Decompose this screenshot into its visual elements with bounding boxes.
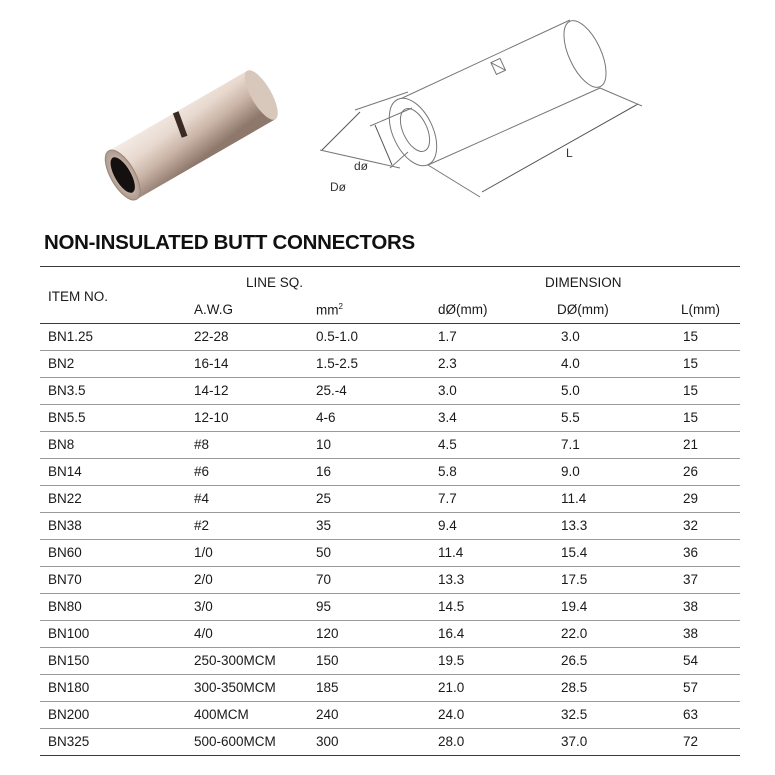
awg-cell: #8 (194, 437, 210, 452)
header-awg: A.W.G (194, 302, 234, 317)
table-row (0, 594, 775, 621)
L-mm-cell: 15 (683, 356, 699, 371)
awg-cell: 2/0 (194, 572, 213, 587)
D-mm-cell: 5.5 (561, 410, 580, 425)
D-mm-cell: 3.0 (561, 329, 580, 344)
L-mm-cell: 29 (683, 491, 699, 506)
D-mm-cell: 37.0 (561, 734, 588, 749)
item-no-cell: BN200 (48, 707, 90, 722)
mm2-cell: 185 (316, 680, 339, 695)
awg-cell: #2 (194, 518, 210, 533)
awg-cell: 3/0 (194, 599, 213, 614)
table-top-rule (40, 266, 740, 267)
table-row (0, 432, 775, 459)
L-mm-cell: 36 (683, 545, 699, 560)
L-mm-cell: 15 (683, 383, 699, 398)
D-mm-cell: 13.3 (561, 518, 588, 533)
item-no-cell: BN2 (48, 356, 75, 371)
d-mm-cell: 2.3 (438, 356, 457, 371)
mm2-cell: 25.-4 (316, 383, 347, 398)
table-row (0, 513, 775, 540)
mm2-cell: 35 (316, 518, 332, 533)
D-mm-cell: 28.5 (561, 680, 588, 695)
mm2-cell: 70 (316, 572, 332, 587)
awg-cell: #6 (194, 464, 210, 479)
item-no-cell: BN325 (48, 734, 90, 749)
awg-cell: 500-600MCM (194, 734, 276, 749)
item-no-cell: BN60 (48, 545, 82, 560)
L-mm-cell: 37 (683, 572, 699, 587)
D-mm-cell: 32.5 (561, 707, 588, 722)
item-no-cell: BN150 (48, 653, 90, 668)
mm2-cell: 240 (316, 707, 339, 722)
mm2-cell: 300 (316, 734, 339, 749)
d-mm-cell: 28.0 (438, 734, 465, 749)
awg-cell: 4/0 (194, 626, 213, 641)
header-d-mm: dØ(mm) (438, 302, 488, 317)
awg-cell: 300-350MCM (194, 680, 276, 695)
table-row (0, 324, 775, 351)
item-no-cell: BN70 (48, 572, 82, 587)
awg-cell: 22-28 (194, 329, 229, 344)
item-no-cell: BN100 (48, 626, 90, 641)
header-line-sq: LINE SQ. (246, 275, 304, 290)
L-mm-cell: 63 (683, 707, 699, 722)
D-mm-cell: 7.1 (561, 437, 580, 452)
table-row (0, 351, 775, 378)
table-row (0, 729, 775, 756)
dimension-diagram (300, 0, 660, 210)
awg-cell: 250-300MCM (194, 653, 276, 668)
mm2-cell: 120 (316, 626, 339, 641)
item-no-cell: BN22 (48, 491, 82, 506)
table-row (0, 378, 775, 405)
d-mm-cell: 3.0 (438, 383, 457, 398)
table-row (0, 675, 775, 702)
mm2-cell: 95 (316, 599, 332, 614)
header-dimension: DIMENSION (545, 275, 622, 290)
d-mm-cell: 5.8 (438, 464, 457, 479)
item-no-cell: BN1.25 (48, 329, 94, 344)
item-no-cell: BN38 (48, 518, 82, 533)
table-row (0, 459, 775, 486)
d-dimension-label: dø (354, 159, 369, 173)
mm2-cell: 10 (316, 437, 332, 452)
L-mm-cell: 15 (683, 329, 699, 344)
header-item-no: ITEM NO. (48, 289, 108, 304)
row-divider (40, 755, 740, 756)
D-mm-cell: 19.4 (561, 599, 588, 614)
d-mm-cell: 4.5 (438, 437, 457, 452)
header-L-mm: L(mm) (681, 302, 720, 317)
d-mm-cell: 9.4 (438, 518, 457, 533)
table-row (0, 540, 775, 567)
header-mm-label: mm (316, 302, 339, 318)
L-mm-cell: 72 (683, 734, 699, 749)
item-no-cell: BN3.5 (48, 383, 86, 398)
L-dimension-label: L (566, 146, 573, 160)
d-mm-cell: 13.3 (438, 572, 465, 587)
D-mm-cell: 9.0 (561, 464, 580, 479)
item-no-cell: BN8 (48, 437, 75, 452)
d-mm-cell: 19.5 (438, 653, 465, 668)
table-row (0, 621, 775, 648)
L-mm-cell: 38 (683, 599, 699, 614)
mm2-cell: 4-6 (316, 410, 336, 425)
L-mm-cell: 38 (683, 626, 699, 641)
item-no-cell: BN5.5 (48, 410, 86, 425)
D-mm-cell: 11.4 (561, 491, 587, 506)
D-dimension-label: Dø (330, 180, 346, 194)
D-mm-cell: 4.0 (561, 356, 580, 371)
L-mm-cell: 32 (683, 518, 699, 533)
connector-photo (92, 55, 292, 215)
awg-cell: #4 (194, 491, 210, 506)
item-no-cell: BN14 (48, 464, 82, 479)
d-mm-cell: 7.7 (438, 491, 457, 506)
L-mm-cell: 57 (683, 680, 699, 695)
d-mm-cell: 24.0 (438, 707, 465, 722)
L-mm-cell: 54 (683, 653, 699, 668)
d-mm-cell: 21.0 (438, 680, 465, 695)
awg-cell: 400MCM (194, 707, 249, 722)
d-mm-cell: 1.7 (438, 329, 457, 344)
header-mm2 (316, 302, 343, 318)
item-no-cell: BN180 (48, 680, 90, 695)
page-title: NON-INSULATED BUTT CONNECTORS (44, 231, 415, 254)
d-mm-cell: 16.4 (438, 626, 465, 641)
D-mm-cell: 17.5 (561, 572, 588, 587)
table-row (0, 702, 775, 729)
item-no-cell: BN80 (48, 599, 82, 614)
L-mm-cell: 26 (683, 464, 699, 479)
table-row (0, 648, 775, 675)
header-mm-superscript: 2 (338, 302, 343, 311)
table-row (0, 486, 775, 513)
header-D-mm: DØ(mm) (557, 302, 609, 317)
L-mm-cell: 21 (683, 437, 699, 452)
awg-cell: 1/0 (194, 545, 213, 560)
D-mm-cell: 22.0 (561, 626, 588, 641)
awg-cell: 14-12 (194, 383, 229, 398)
awg-cell: 12-10 (194, 410, 229, 425)
mm2-cell: 50 (316, 545, 332, 560)
table-row (0, 405, 775, 432)
mm2-cell: 1.5-2.5 (316, 356, 359, 371)
mm2-cell: 16 (316, 464, 332, 479)
awg-cell: 16-14 (194, 356, 229, 371)
D-mm-cell: 5.0 (561, 383, 580, 398)
table-row (0, 567, 775, 594)
D-mm-cell: 26.5 (561, 653, 588, 668)
mm2-cell: 25 (316, 491, 332, 506)
D-mm-cell: 15.4 (561, 545, 588, 560)
mm2-cell: 150 (316, 653, 339, 668)
d-mm-cell: 11.4 (438, 545, 464, 560)
mm2-cell: 0.5-1.0 (316, 329, 359, 344)
d-mm-cell: 14.5 (438, 599, 465, 614)
L-mm-cell: 15 (683, 410, 699, 425)
d-mm-cell: 3.4 (438, 410, 457, 425)
